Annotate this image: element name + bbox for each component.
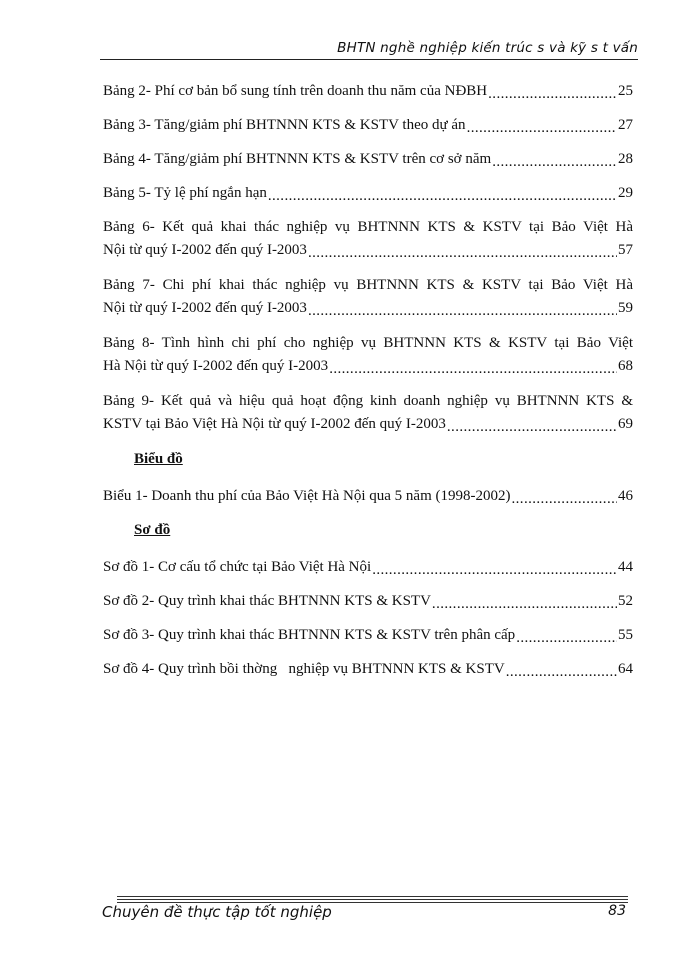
header-divider [100, 59, 638, 60]
toc-entry-text: Sơ đồ 3- Quy trình khai thác BHTNNN KTS & KSTV trên phân cấp [103, 627, 516, 643]
toc-entry [103, 182, 633, 205]
section-heading-charts: Biểu đồ [134, 451, 183, 467]
toc-entry [103, 658, 633, 681]
toc-entry [103, 114, 633, 137]
footer-title: Chuyên đề thực tập tốt nghiệp [102, 903, 332, 921]
toc-entry-page: 28 [618, 151, 633, 167]
toc-entry-text-line2: Nội từ quý I-2002 đến quý I-2003 [103, 300, 307, 316]
toc-entry [103, 148, 633, 171]
toc-entry-page: 55 [618, 627, 633, 643]
toc-entry [103, 624, 633, 647]
page-number: 83 [608, 903, 626, 919]
toc-entry-page: 57 [618, 242, 633, 258]
toc-entry [103, 80, 633, 103]
toc-entry-page: 44 [618, 559, 633, 575]
section-heading-diagrams: Sơ đồ [134, 522, 171, 538]
toc-entry-text: Bảng 4- Tăng/giảm phí BHTNNN KTS & KSTV trên cơ sở năm [103, 151, 492, 167]
toc-entry-page: 52 [618, 593, 633, 609]
toc-entry-page: 29 [618, 185, 633, 201]
toc-entry-text-line1: Bảng 8- Tình hình chi phí cho nghiệp vụ BHTNNN KTS & KSTV tại Bảo Việt [103, 335, 633, 351]
toc-entry-page: 27 [618, 117, 633, 133]
toc-entry-text: Bảng 2- Phí cơ bản bổ sung tính trên doanh thu năm của NĐBH [103, 83, 488, 99]
toc-entry-text: Bảng 5- Tỷ lệ phí ngắn hạn [103, 185, 267, 201]
toc-entry [103, 274, 633, 320]
toc-entry [103, 485, 633, 508]
toc-entry-text: Bảng 3- Tăng/giảm phí BHTNNN KTS & KSTV theo dự án [103, 117, 466, 133]
toc-entry-text: Sơ đồ 1- Cơ cấu tổ chức tại Bảo Việt Hà Nội [103, 559, 372, 575]
toc-entry-text-line2: Nội từ quý I-2002 đến quý I-2003 [103, 242, 307, 258]
toc-entry-page: 59 [618, 300, 633, 316]
toc-entry-text-line1: Bảng 7- Chi phí khai thác nghiệp vụ BHTNNN KTS & KSTV tại Bảo Việt Hà [103, 277, 633, 293]
toc-entry-page: 25 [618, 83, 633, 99]
toc-entry-page: 68 [618, 358, 633, 374]
toc-entry-text: Sơ đồ 4- Quy trình bồi thờng nghiệp vụ BHTNNN KTS & KSTV [103, 661, 505, 677]
toc-entry [103, 556, 633, 579]
toc-entry [103, 332, 633, 378]
toc-entry-text: Biểu 1- Doanh thu phí của Bảo Việt Hà Nội qua 5 năm (1998-2002) [103, 488, 511, 504]
toc-entry-text-line2: KSTV tại Bảo Việt Hà Nội từ quý I-2002 đến quý I-2003 [103, 416, 446, 432]
toc-entry-page: 64 [618, 661, 633, 677]
running-header: BHTN nghề nghiệp kiến trúc s và kỹ s t vấn [337, 40, 638, 56]
toc-entry-text-line1: Bảng 9- Kết quả và hiệu quả hoạt động kinh doanh nghiệp vụ BHTNNN KTS & [103, 393, 633, 409]
toc-entry [103, 216, 633, 262]
toc-entry-text-line2: Hà Nội từ quý I-2002 đến quý I-2003 [103, 358, 329, 374]
table-of-contents [103, 80, 633, 692]
toc-entry-text-line1: Bảng 6- Kết quả khai thác nghiệp vụ BHTNNN KTS & KSTV tại Bảo Việt Hà [103, 219, 633, 235]
toc-entry-page: 69 [618, 416, 633, 432]
toc-entry [103, 390, 633, 436]
toc-entry [103, 590, 633, 613]
toc-entry-page: 46 [618, 488, 633, 504]
toc-entry-text: Sơ đồ 2- Quy trình khai thác BHTNNN KTS & KSTV [103, 593, 431, 609]
